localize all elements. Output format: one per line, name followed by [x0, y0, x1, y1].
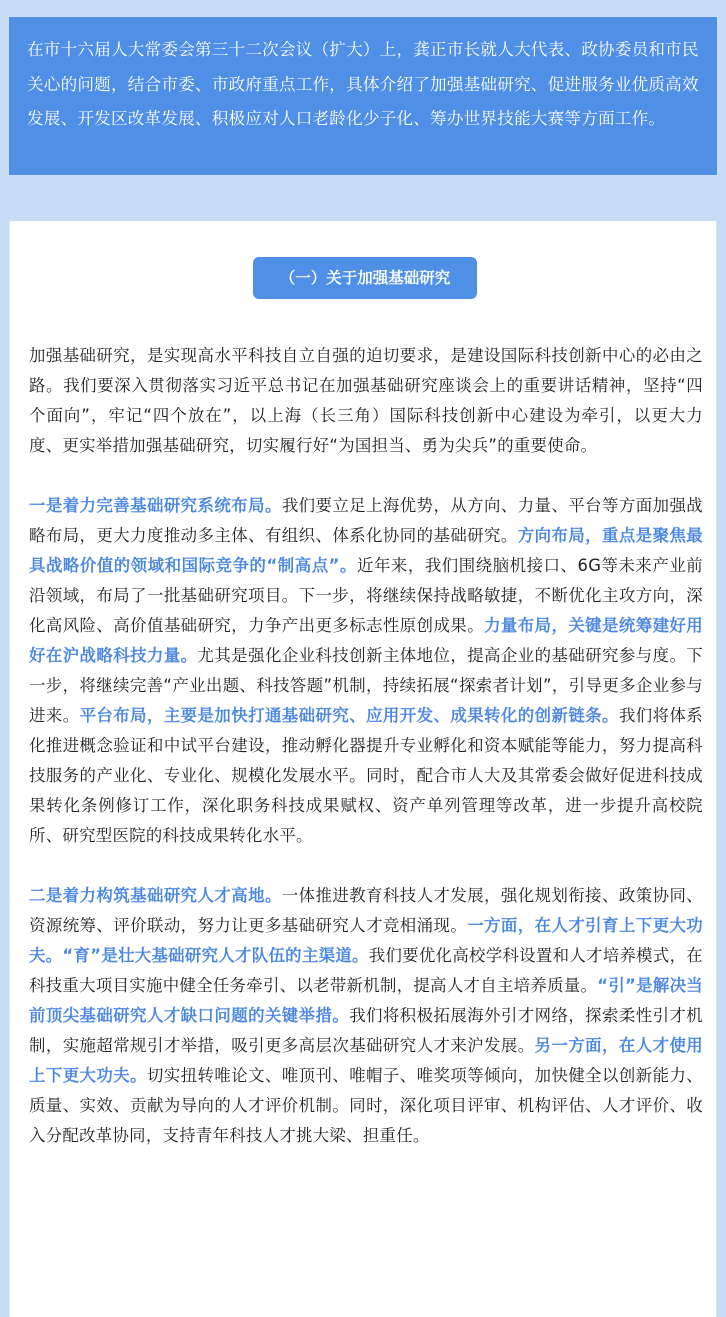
paragraph-text: 尤其是强化企业科技创新主体地位，提高企业的基础研究参与度。下一步，将继续完善“产业出题、科技答题”机制，持续拓展“探索者计划”，引导更多企业参与进来。	[29, 646, 704, 725]
paragraph-text: 我们将积极拓展海外引才网络，探索柔性引才机制，实施超常规引才举措，吸引更多高层次基础研究人才来沪发展。	[29, 1006, 703, 1055]
paragraph-layout	[29, 491, 703, 851]
paragraph-intro: 加强基础研究，是实现高水平科技自立自强的迫切要求，是建设国际科技创新中心的必由之路。我们要深入贯彻落实习近平总书记在加强基础研究座谈会上的重要讲话精神，坚持“四个面向”，牢记“四个放在”，以上海（长三角）国际科技创新中心建设为牵引，以更大力度、更实举措加强基础研究，切实履行好“为国担当、勇为尖兵”的重要使命。	[29, 346, 703, 455]
intro-banner	[9, 17, 717, 175]
article-body	[29, 341, 703, 1181]
paragraph-text: 我们要优化高校学科设置和人才培养模式，在科技重大项目实施中健全任务牵引、以老带新机制，提高人才自主培养质量。	[29, 946, 703, 995]
highlight-text: 平台布局，主要是加快打通基础研究、应用开发、成果转化的创新链条。	[79, 706, 619, 725]
paragraph-talent	[29, 881, 703, 1151]
intro-text: 在市十六届人大常委会第三十二次会议（扩大）上，龚正市长就人大代表、政协委员和市民关心的问题，结合市委、市政府重点工作，具体介绍了加强基础研究、促进服务业优质高效发展、开发区改革发展、积极应对人口老龄化少子化、筹办世界技能大赛等方面工作。	[27, 40, 699, 128]
paragraph-text: 切实扭转唯论文、唯顶刊、唯帽子、唯奖项等倾向，加快健全以创新能力、质量、实效、贡献为导向的人才评价机制。同时，深化项目评审、机构评估、人才评价、收入分配改革协同，支持青年科技人才挑大梁、担重任。	[29, 1066, 703, 1145]
article-card	[9, 221, 717, 1317]
highlight-text: “引”是解决当前顶尖基础研究人才缺口问题的关键举措。	[29, 976, 703, 1025]
section-title-badge: （一）关于加强基础研究	[253, 257, 477, 299]
highlight-text: 方向布局，重点是聚焦最具战略价值的领域和国际竞争的“制高点”。	[29, 526, 703, 575]
paragraph-text: 近年来，我们围绕脑机接口、6G等未来产业前沿领域，布局了一批基础研究项目。下一步，将继续保持战略敏捷，不断优化主攻方向，深化高风险、高价值基础研究，力争产出更多标志性原创成果。	[29, 556, 703, 635]
paragraph-text: 我们将体系化推进概念验证和中试平台建设，推动孵化器提升专业孵化和资本赋能等能力，努力提高科技服务的产业化、专业化、规模化发展水平。同时，配合市人大及其常委会做好促进科技成果转化条例修订工作，深化职务科技成果赋权、资产单列管理等改革，进一步提升高校院所、研究型医院的科技成果转化水平。	[29, 706, 703, 845]
paragraph-text: 我们要立足上海优势，从方向、力量、平台等方面加强战略布局，更大力度推动多主体、有组织、体系化协同的基础研究。	[29, 496, 703, 545]
highlight-text: 二是着力构筑基础研究人才高地。	[29, 886, 282, 905]
highlight-text: 一方面，在人才引育上下更大功夫。“育”是壮大基础研究人才队伍的主渠道。	[29, 916, 703, 965]
highlight-text: 另一方面，在人才使用上下更大功夫。	[29, 1036, 704, 1085]
highlight-text: 一是着力完善基础研究系统布局。	[29, 496, 282, 515]
paragraph-text: 一体推进教育科技人才发展，强化规划衔接、政策协同、资源统筹、评价联动，努力让更多基础研究人才竞相涌现。	[29, 886, 703, 935]
highlight-text: 力量布局，关键是统筹建好用好在沪战略科技力量。	[29, 616, 703, 665]
